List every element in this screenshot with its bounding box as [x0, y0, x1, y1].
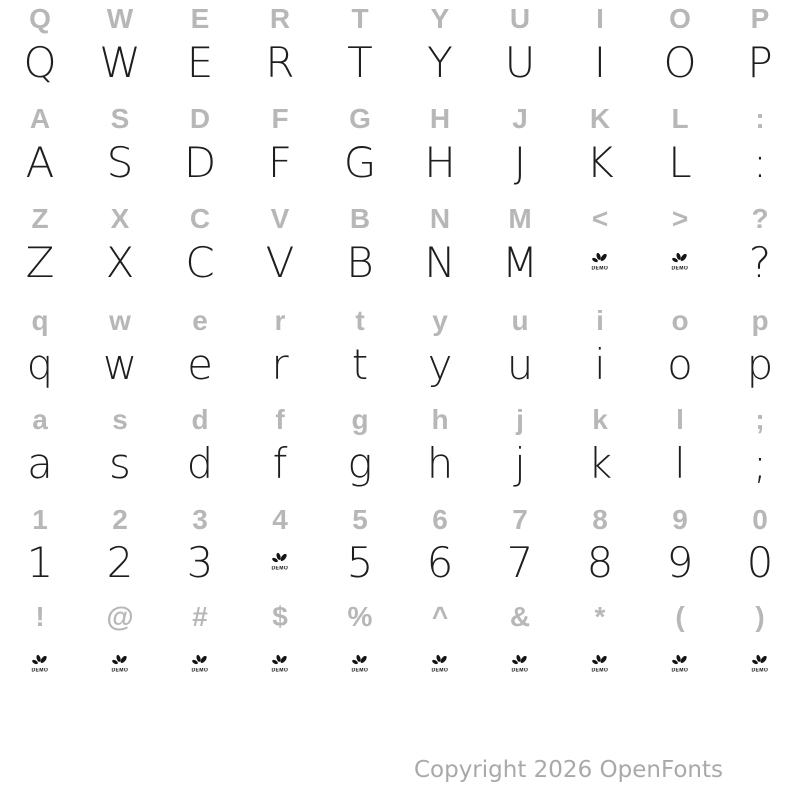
glyph-cell: *: [594, 601, 606, 632]
glyph-cell: S: [106, 137, 134, 187]
demo-ornament-icon: [750, 654, 770, 667]
demo-glyph: [350, 654, 370, 674]
glyph-cell: ?: [748, 237, 772, 287]
glyph-cell: g: [347, 438, 373, 488]
glyph-cell: 6: [426, 537, 454, 587]
demo-ornament-icon: [510, 654, 530, 667]
glyph-cell: I: [593, 37, 607, 87]
glyph-cell: >: [671, 203, 689, 234]
glyph-cell: o: [667, 339, 693, 389]
glyph-cell: P: [750, 3, 770, 34]
glyph-cell: Y: [430, 3, 450, 34]
glyph-cell: r: [274, 305, 286, 336]
glyph-cell: O: [663, 37, 697, 87]
glyph-cell: 0: [746, 537, 774, 587]
demo-glyph-label: DEMO: [271, 566, 289, 572]
specimen-glyph-row: [0, 237, 800, 287]
glyph-cell: y: [427, 339, 453, 389]
glyph-cell: s: [109, 438, 131, 488]
glyph-cell: U: [504, 37, 536, 87]
glyph-cell: q: [31, 305, 49, 336]
glyph-cell: 2: [106, 537, 134, 587]
glyph-cell: u: [511, 305, 529, 336]
glyph-cell: k: [592, 404, 608, 435]
glyph-cell: ?: [751, 203, 769, 234]
glyph-cell: w: [109, 305, 131, 336]
glyph-cell: h: [426, 438, 454, 488]
demo-glyph: [510, 654, 530, 674]
demo-locked-glyph: [240, 537, 320, 587]
demo-locked-glyph: [640, 237, 720, 287]
glyph-cell: f: [272, 438, 288, 488]
demo-glyph: [430, 654, 450, 674]
glyph-cell: a: [32, 404, 48, 435]
demo-ornament-icon: [670, 252, 690, 265]
glyph-cell: l: [676, 404, 684, 435]
glyph-cell: 4: [272, 504, 288, 535]
glyph-cell: V: [270, 203, 290, 234]
glyph-cell: W: [106, 3, 134, 34]
glyph-cell: B: [349, 203, 371, 234]
glyph-cell: E: [186, 37, 214, 87]
glyph-cell: t: [351, 339, 369, 389]
glyph-cell: $: [272, 601, 288, 632]
glyph-cell: j: [516, 404, 524, 435]
glyph-cell: ): [755, 601, 765, 632]
demo-glyph-label: DEMO: [271, 668, 289, 674]
glyph-cell: 8: [592, 504, 608, 535]
glyph-cell: 1: [26, 537, 54, 587]
glyph-cell: M: [501, 237, 539, 287]
glyph-cell: u: [506, 339, 534, 389]
demo-glyph: [590, 654, 610, 674]
glyph-cell: a: [27, 438, 53, 488]
glyph-cell: ;: [752, 438, 768, 488]
specimen-glyph-row: [0, 137, 800, 187]
glyph-cell: A: [25, 137, 55, 187]
glyph-cell: #: [192, 601, 208, 632]
glyph-cell: 9: [666, 537, 694, 587]
demo-ornament-icon: [30, 654, 50, 667]
glyph-cell: q: [26, 339, 54, 389]
demo-ornament-icon: [350, 654, 370, 667]
glyph-cell: !: [35, 601, 45, 632]
demo-glyph-label: DEMO: [191, 668, 209, 674]
glyph-cell: I: [596, 3, 604, 34]
glyph-cell: s: [112, 404, 128, 435]
glyph-cell: &: [509, 601, 531, 632]
glyph-cell: N: [424, 237, 456, 287]
glyph-cell: D: [189, 103, 211, 134]
glyph-cell: i: [594, 339, 606, 389]
glyph-cell: Q: [23, 37, 57, 87]
demo-ornament-icon: [590, 654, 610, 667]
demo-glyph: [270, 552, 290, 572]
glyph-cell: y: [432, 305, 448, 336]
glyph-cell: e: [192, 305, 208, 336]
demo-locked-glyph: [720, 639, 800, 689]
reference-glyph-row: [0, 592, 800, 642]
glyph-cell: w: [102, 339, 138, 389]
glyph-cell: 3: [192, 504, 208, 535]
demo-glyph-label: DEMO: [591, 266, 609, 272]
specimen-glyph-row: [0, 37, 800, 87]
demo-glyph-label: DEMO: [751, 668, 769, 674]
glyph-cell: L: [668, 137, 692, 187]
copyright-text: Copyright 2026 OpenFonts: [413, 757, 723, 783]
glyph-cell: P: [747, 37, 773, 87]
demo-ornament-icon: [190, 654, 210, 667]
demo-locked-glyph: [560, 639, 640, 689]
demo-locked-glyph: [80, 639, 160, 689]
specimen-glyph-row: [0, 639, 800, 689]
demo-glyph-label: DEMO: [111, 668, 129, 674]
demo-locked-glyph: [160, 639, 240, 689]
demo-glyph-label: DEMO: [671, 668, 689, 674]
demo-ornament-icon: [270, 654, 290, 667]
glyph-cell: k: [587, 438, 613, 488]
demo-glyph: [590, 252, 610, 272]
demo-ornament-icon: [270, 552, 290, 565]
glyph-cell: J: [513, 137, 527, 187]
glyph-cell: d: [191, 404, 209, 435]
demo-glyph: [670, 654, 690, 674]
glyph-cell: K: [589, 103, 611, 134]
glyph-cell: U: [509, 3, 531, 34]
glyph-cell: V: [265, 237, 295, 287]
glyph-cell: t: [355, 305, 365, 336]
demo-locked-glyph: [320, 639, 400, 689]
demo-glyph: [190, 654, 210, 674]
demo-ornament-icon: [590, 252, 610, 265]
glyph-cell: T: [351, 3, 369, 34]
glyph-cell: R: [269, 3, 291, 34]
demo-glyph-label: DEMO: [351, 668, 369, 674]
glyph-cell: <: [591, 203, 609, 234]
glyph-cell: ;: [755, 404, 765, 435]
glyph-cell: L: [671, 103, 689, 134]
glyph-cell: p: [751, 305, 769, 336]
demo-glyph: [750, 654, 770, 674]
glyph-cell: E: [190, 3, 210, 34]
glyph-cell: :: [752, 137, 768, 187]
demo-locked-glyph: [400, 639, 480, 689]
specimen-glyph-row: [0, 537, 800, 587]
glyph-cell: X: [105, 237, 135, 287]
glyph-cell: F: [267, 137, 293, 187]
demo-glyph: [670, 252, 690, 272]
demo-locked-glyph: [480, 639, 560, 689]
demo-glyph: [270, 654, 290, 674]
glyph-cell: G: [349, 103, 371, 134]
glyph-cell: Q: [29, 3, 51, 34]
demo-ornament-icon: [670, 654, 690, 667]
demo-glyph-label: DEMO: [31, 668, 49, 674]
glyph-cell: N: [429, 203, 451, 234]
glyph-cell: O: [669, 3, 691, 34]
glyph-cell: 0: [752, 504, 768, 535]
glyph-cell: ^: [431, 601, 449, 632]
glyph-cell: T: [347, 37, 373, 87]
glyph-cell: i: [596, 305, 604, 336]
demo-ornament-icon: [430, 654, 450, 667]
demo-locked-glyph: [240, 639, 320, 689]
glyph-cell: 1: [32, 504, 48, 535]
glyph-cell: j: [514, 438, 526, 488]
glyph-cell: Z: [25, 237, 55, 287]
glyph-cell: K: [586, 137, 614, 187]
glyph-cell: R: [265, 37, 295, 87]
glyph-cell: X: [110, 203, 130, 234]
glyph-cell: H: [424, 137, 456, 187]
glyph-cell: Y: [427, 37, 453, 87]
demo-glyph-label: DEMO: [511, 668, 529, 674]
demo-ornament-icon: [110, 654, 130, 667]
glyph-cell: J: [512, 103, 528, 134]
demo-locked-glyph: [640, 639, 720, 689]
specimen-glyph-row: [0, 438, 800, 488]
demo-locked-glyph: [0, 639, 80, 689]
glyph-cell: h: [431, 404, 449, 435]
glyph-cell: C: [185, 237, 215, 287]
glyph-cell: H: [429, 103, 451, 134]
glyph-cell: 2: [112, 504, 128, 535]
glyph-cell: M: [508, 203, 532, 234]
demo-glyph-label: DEMO: [591, 668, 609, 674]
glyph-cell: @: [106, 601, 134, 632]
glyph-cell: d: [186, 438, 214, 488]
glyph-cell: 9: [672, 504, 688, 535]
glyph-cell: r: [271, 339, 289, 389]
glyph-cell: 7: [512, 504, 528, 535]
demo-glyph: [110, 654, 130, 674]
glyph-cell: o: [671, 305, 689, 336]
glyph-cell: 3: [186, 537, 214, 587]
glyph-cell: e: [187, 339, 213, 389]
glyph-cell: g: [351, 404, 369, 435]
glyph-cell: 5: [352, 504, 368, 535]
glyph-cell: 5: [346, 537, 374, 587]
glyph-cell: :: [755, 103, 765, 134]
glyph-cell: 7: [506, 537, 534, 587]
demo-glyph: [30, 654, 50, 674]
glyph-cell: 6: [432, 504, 448, 535]
glyph-cell: A: [29, 103, 51, 134]
specimen-glyph-row: [0, 339, 800, 389]
glyph-cell: F: [271, 103, 289, 134]
glyph-cell: W: [99, 37, 141, 87]
glyph-cell: %: [347, 601, 373, 632]
glyph-cell: (: [675, 601, 685, 632]
glyph-cell: S: [110, 103, 130, 134]
glyph-cell: p: [746, 339, 774, 389]
glyph-cell: G: [343, 137, 377, 187]
glyph-cell: Z: [31, 203, 49, 234]
demo-glyph-label: DEMO: [431, 668, 449, 674]
glyph-cell: 8: [586, 537, 614, 587]
glyph-cell: l: [674, 438, 686, 488]
glyph-cell: B: [346, 237, 374, 287]
demo-glyph-label: DEMO: [671, 266, 689, 272]
glyph-cell: D: [183, 137, 217, 187]
glyph-cell: C: [189, 203, 211, 234]
demo-locked-glyph: [560, 237, 640, 287]
glyph-cell: f: [275, 404, 285, 435]
